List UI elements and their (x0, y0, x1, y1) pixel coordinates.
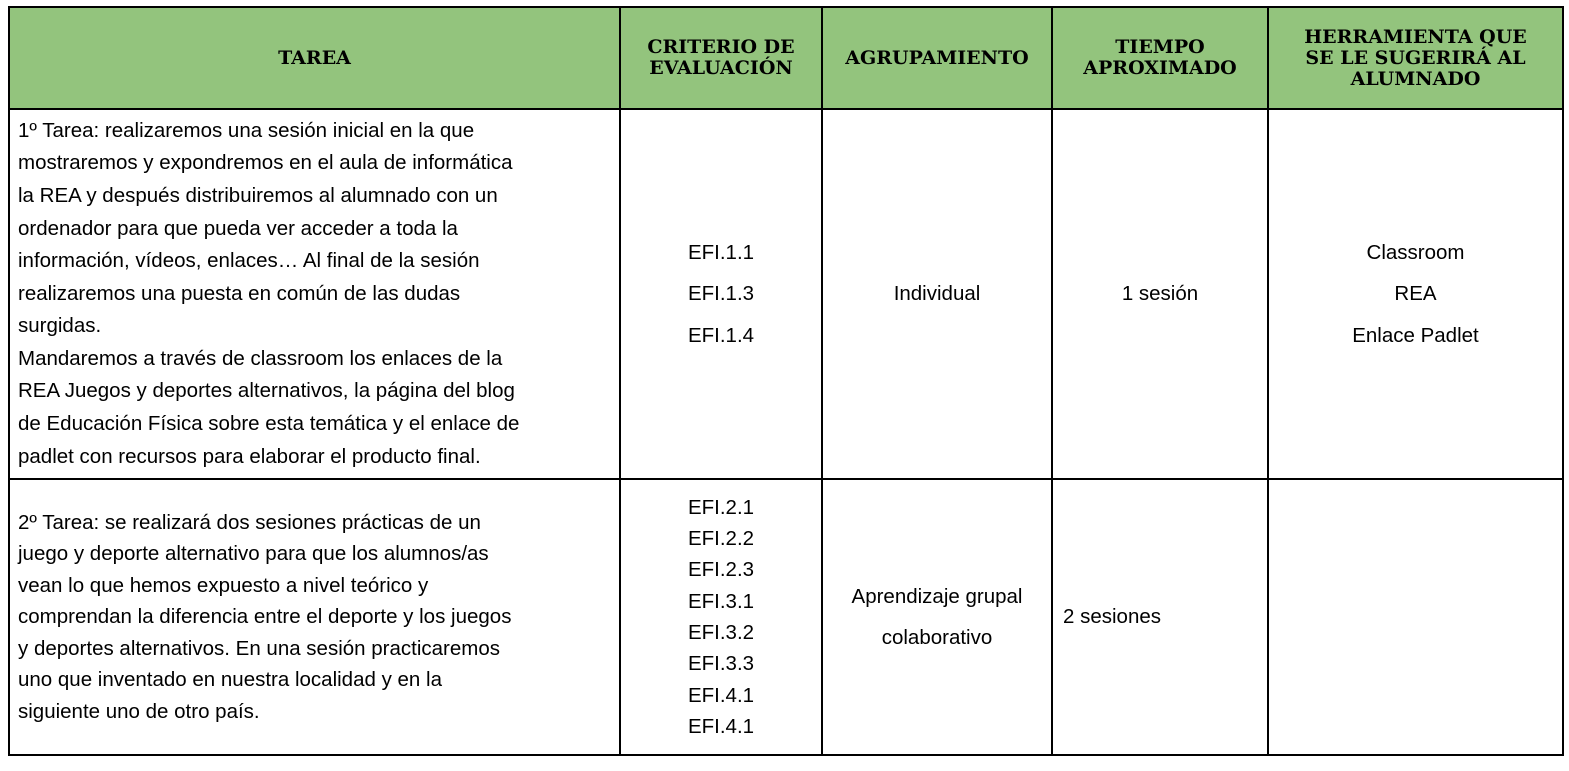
tiempo-text: 1 sesión (1121, 282, 1199, 305)
criterio-item: EFI.2.3 (687, 558, 755, 582)
header-agrupamiento: AGRUPAMIENTO (822, 7, 1052, 109)
activity-table (8, 6, 1564, 756)
herramienta-item: Classroom (1366, 240, 1465, 264)
tarea-line: realizaremos una puesta en común de las dudas (18, 281, 461, 305)
tarea-line: ordenador para que pueda ver acceder a toda la (18, 216, 458, 240)
tarea-line: uno que inventado en nuestra localidad y en la (18, 668, 442, 692)
agrupamiento-cell (822, 479, 1052, 755)
tarea-line: 2º Tarea: se realizará dos sesiones prácticas de un (18, 511, 481, 535)
herramienta-cell (1268, 109, 1563, 479)
criterio-item: EFI.2.1 (687, 495, 755, 519)
tarea-line: mostraremos y expondremos en el aula de informática (18, 151, 513, 175)
herramienta-cell (1268, 479, 1563, 755)
tiempo-text: 2 sesiones (1063, 605, 1162, 628)
criterio-item: EFI.3.3 (687, 652, 755, 676)
criterio-item: EFI.1.4 (687, 323, 755, 347)
tiempo-cell (1052, 479, 1268, 755)
agrupamiento-text: colaborativo (881, 626, 993, 649)
criterio-item: EFI.4.1 (687, 683, 755, 707)
agrupamiento-text: Aprendizaje grupal (851, 585, 1023, 608)
tarea-line: padlet con recursos para elaborar el producto final. (18, 444, 481, 468)
herramienta-item: Enlace Padlet (1352, 323, 1479, 347)
tarea-line: surgidas. (18, 314, 102, 338)
header-row (9, 7, 1563, 109)
header-herramienta: HERRAMIENTA QUE SE LE SUGERIRÁ AL ALUMNADO (1268, 7, 1563, 109)
tarea-line: la REA y después distribuiremos al alumnado con un (18, 183, 498, 207)
criterio-cell (620, 479, 822, 755)
header-tiempo: TIEMPO APROXIMADO (1052, 7, 1268, 109)
tarea-line: REA Juegos y deportes alternativos, la página del blog (18, 379, 515, 403)
herramienta-item: REA (1394, 282, 1437, 306)
tarea-line: de Educación Física sobre esta temática y el enlace de (18, 412, 520, 436)
table-row (9, 109, 1563, 479)
criterio-item: EFI.1.3 (687, 282, 755, 306)
tarea-line: y deportes alternativos. En una sesión practicaremos (18, 636, 501, 660)
header-criterio: CRITERIO DE EVALUACIÓN (620, 7, 822, 109)
tarea-line: vean lo que hemos expuesto a nivel teórico y (18, 573, 429, 597)
tarea-line: información, vídeos, enlaces… Al final de la sesión (18, 249, 480, 273)
criterio-cell (620, 109, 822, 479)
criterio-item: EFI.3.1 (687, 589, 755, 613)
criterio-item: EFI.2.2 (687, 527, 755, 551)
tarea-line: juego y deporte alternativo para que los alumnos/as (18, 542, 489, 566)
tarea-line: comprendan la diferencia entre el deporte y los juegos (18, 605, 512, 629)
criterio-item: EFI.4.1 (687, 714, 755, 738)
agrupamiento-cell (822, 109, 1052, 479)
header-tarea: TAREA (9, 7, 620, 109)
criterio-item: EFI.1.1 (687, 240, 755, 264)
criterio-item: EFI.3.2 (687, 621, 755, 644)
tiempo-cell (1052, 109, 1268, 479)
tarea-cell (9, 109, 620, 479)
tarea-line: 1º Tarea: realizaremos una sesión inicial en la que (18, 118, 475, 142)
agrupamiento-text: Individual (893, 282, 981, 305)
tarea-line: siguiente uno de otro país. (18, 699, 260, 723)
table-row (9, 479, 1563, 755)
tarea-cell (9, 479, 620, 755)
tarea-line: Mandaremos a través de classroom los enlaces de la (18, 346, 503, 370)
